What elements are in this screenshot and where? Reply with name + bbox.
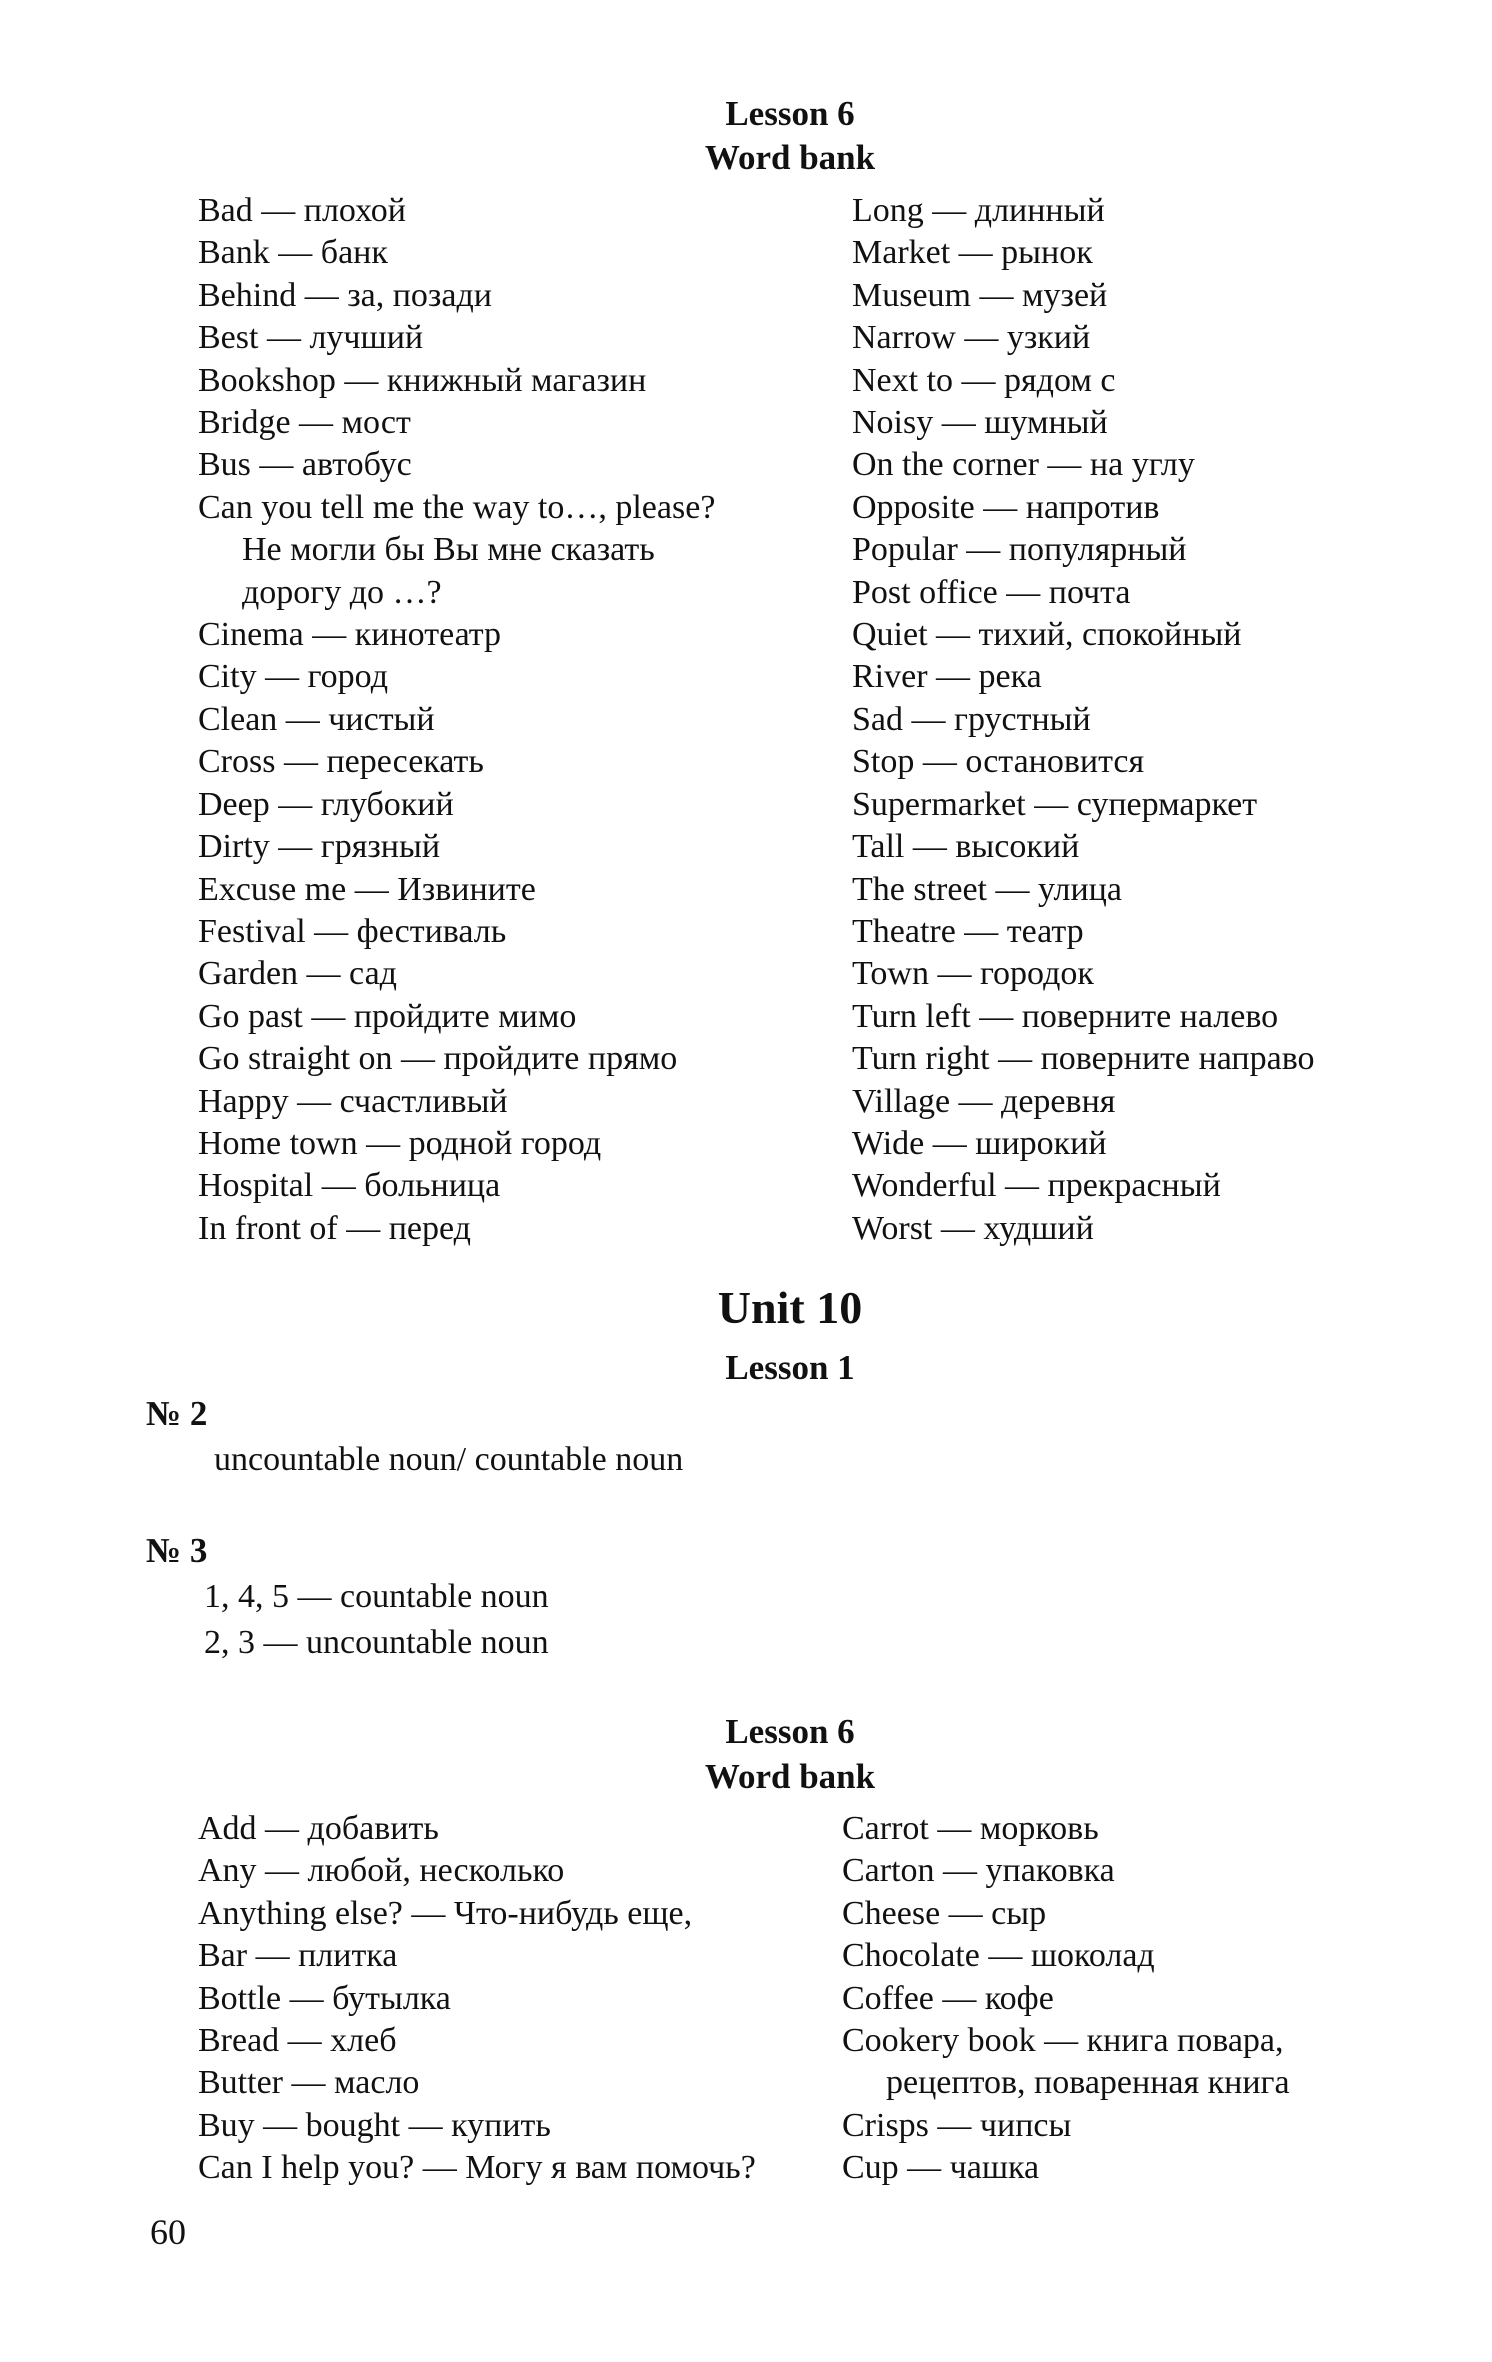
vocab-entry: Opposite — напротив xyxy=(852,488,1160,526)
vocab-entry: On the corner — на углу xyxy=(852,446,1195,484)
vocab-entry: Buy — bought — купить xyxy=(198,2106,551,2144)
task-number: № 3 xyxy=(146,1531,208,1570)
vocab-entry: Bread — хлеб xyxy=(198,2022,397,2060)
vocab-entry: Behind — за, позади xyxy=(198,276,492,314)
word-bank-left-column xyxy=(198,1808,756,2190)
task-answer xyxy=(214,1437,683,1483)
lesson-heading: Lesson 6 xyxy=(725,94,855,133)
vocab-entry: Cinema — кинотеатр xyxy=(198,616,502,654)
word-bank-heading: Word bank xyxy=(704,138,876,177)
vocab-entry: Chocolate — шоколад xyxy=(842,1937,1155,1975)
vocab-entry: Quiet — тихий, спокойный xyxy=(852,616,1242,654)
vocab-entry: Home town — родной город xyxy=(198,1124,602,1162)
vocab-entry: Theatre — театр xyxy=(852,912,1084,950)
vocab-entry: Cheese — сыр xyxy=(842,1894,1047,1932)
vocab-entry: Bank — банк xyxy=(198,234,388,272)
word-bank-right-column xyxy=(852,190,1315,1250)
vocab-entry: Bus — автобус xyxy=(198,446,412,484)
vocab-entry: The street — улица xyxy=(852,870,1122,908)
vocab-entry: Go past — пройдите мимо xyxy=(198,997,577,1035)
vocab-entry: Wonderful — прекрасный xyxy=(852,1167,1221,1205)
vocab-entry: Village — деревня xyxy=(852,1082,1116,1120)
vocab-entry: Museum — музей xyxy=(852,276,1108,314)
vocab-entry: Bottle — бутылка xyxy=(198,1979,451,2017)
vocab-entry: Dirty — грязный xyxy=(198,828,441,866)
word-bank-left-column xyxy=(198,190,715,1250)
vocab-entry: Any — любой, несколько xyxy=(198,1852,565,1890)
vocab-entry: Cookery book — книга повара, xyxy=(842,2022,1284,2060)
vocab-entry: Cross — пересекать xyxy=(198,743,484,781)
vocab-entry: Turn right — поверните направо xyxy=(852,1040,1315,1078)
vocab-entry: Clean — чистый xyxy=(198,700,435,738)
vocab-entry: Garden — сад xyxy=(198,955,397,993)
task-number: № 2 xyxy=(146,1394,208,1433)
vocab-entry: Hospital — больница xyxy=(198,1167,501,1205)
vocab-entry: Festival — фестиваль xyxy=(198,912,507,950)
vocab-entry: In front of — перед xyxy=(198,1209,471,1247)
task-answer xyxy=(204,1574,549,1666)
vocab-entry: Sad — грустный xyxy=(852,700,1091,738)
vocab-entry-continuation: рецептов, поваренная книга xyxy=(886,2064,1290,2102)
vocab-entry: Best — лучший xyxy=(198,319,424,357)
vocab-entry: Bridge — мост xyxy=(198,404,411,442)
vocab-entry: Popular — популярный xyxy=(852,531,1187,569)
vocab-entry: Carrot — морковь xyxy=(842,1810,1099,1847)
vocab-entry: Wide — широкий xyxy=(852,1124,1107,1162)
vocab-entry-continuation: дорогу до …? xyxy=(242,573,442,611)
answer-line: 1, 4, 5 — countable noun xyxy=(204,1578,549,1615)
vocab-entry: Worst — худший xyxy=(852,1209,1094,1247)
vocab-entry: Post office — почта xyxy=(852,573,1131,611)
vocab-entry: Stop — остановится xyxy=(852,743,1145,781)
vocab-entry: Narrow — узкий xyxy=(852,319,1091,357)
page-number: 60 xyxy=(150,2212,186,2252)
vocab-entry: Tall — высокий xyxy=(852,828,1080,866)
vocab-entry: Coffee — кофе xyxy=(842,1979,1054,2017)
vocab-entry: Anything else? — Что-нибудь еще, xyxy=(198,1894,693,1932)
vocab-entry: Go straight on — пройдите прямо xyxy=(198,1040,678,1078)
lesson-heading: Lesson 6 xyxy=(725,1712,855,1751)
lesson-heading: Lesson 1 xyxy=(725,1348,855,1387)
answer-line: 2, 3 — uncountable noun xyxy=(204,1624,549,1661)
vocab-entry: River — река xyxy=(852,658,1042,696)
vocab-entry: Can you tell me the way to…, please? xyxy=(198,488,716,526)
vocab-entry: Add — добавить xyxy=(198,1810,439,1847)
vocab-entry: Bar — плитка xyxy=(198,1937,398,1975)
vocab-entry: Supermarket — супермаркет xyxy=(852,785,1258,823)
vocab-entry: Happy — счастливый xyxy=(198,1082,508,1120)
vocab-entry: Butter — масло xyxy=(198,2064,420,2102)
vocab-entry: Deep — глубокий xyxy=(198,785,454,823)
word-bank-heading: Word bank xyxy=(704,1757,876,1796)
vocab-entry: Excuse me — Извините xyxy=(198,870,536,908)
unit-title: Unit 10 xyxy=(717,1282,863,1333)
answer-line: uncountable noun/ countable noun xyxy=(214,1441,684,1478)
vocab-entry: Crisps — чипсы xyxy=(842,2106,1072,2144)
vocab-entry: Turn left — поверните налево xyxy=(852,997,1279,1035)
vocab-entry: Cup — чашка xyxy=(842,2149,1040,2187)
vocab-entry: Market — рынок xyxy=(852,234,1093,272)
vocab-entry-continuation: Не могли бы Вы мне сказать xyxy=(242,531,655,569)
vocab-entry: Next to — рядом с xyxy=(852,361,1116,399)
vocab-entry: Bookshop — книжный магазин xyxy=(198,361,647,399)
vocab-entry: City — город xyxy=(198,658,388,696)
vocab-entry: Carton — упаковка xyxy=(842,1852,1115,1890)
vocab-entry: Noisy — шумный xyxy=(852,404,1108,442)
vocab-entry: Bad — плохой xyxy=(198,192,406,229)
vocab-entry: Can I help you? — Могу я вам помочь? xyxy=(198,2149,756,2187)
word-bank-right-column xyxy=(842,1808,1290,2190)
vocab-entry: Long — длинный xyxy=(852,192,1105,229)
vocab-entry: Town — городок xyxy=(852,955,1094,993)
